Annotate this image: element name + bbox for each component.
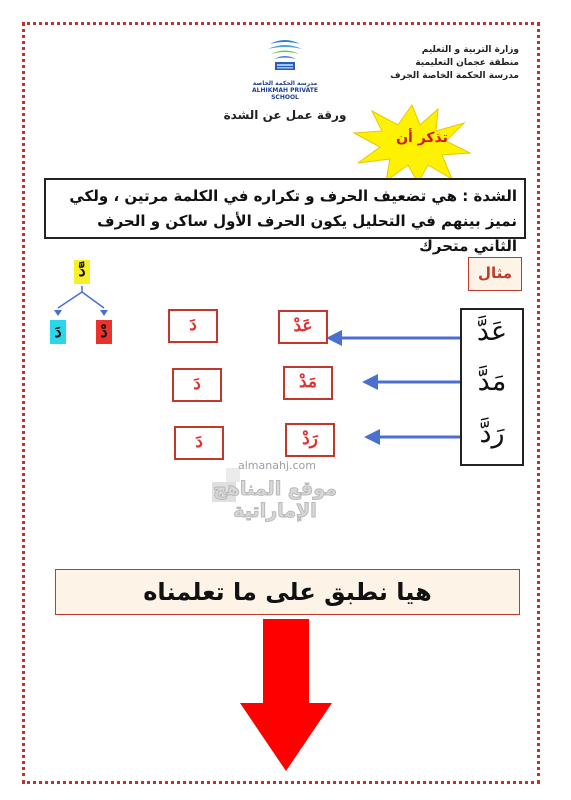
split-first-letter: مَدْ [283,366,333,400]
example-word: رَدَّ [479,418,505,449]
down-arrow-icon [236,615,336,775]
logo-caption [246,80,324,101]
tree-left-letter: دَ [54,322,62,341]
header-line-ministry: وزارة التربية و التعليم [421,45,519,55]
logo-caption-arabic: مدرسة الحكمة الخاصة [252,80,318,87]
arrow-head [362,374,378,390]
split-arrows [318,320,462,450]
example-words-box [460,308,524,466]
ministry-header [390,44,519,83]
tree-branches [58,286,104,308]
example-word: مَدَّ [477,366,507,397]
watermark-text: موقع المناهج الإماراتية [213,478,337,522]
reminder-badge-text: تذكر أن [396,130,448,146]
tree-top-letter: دَّ [78,261,86,280]
logo-caption-english: ALHIKMAH PRIVATE SCHOOL [252,87,318,101]
tree-right-letter: دْ [100,322,108,341]
split-second-letter: دَ [174,426,224,460]
definition-box: الشدة : هي تضعيف الحرف و تكراره في الكلمة مرتين ، ولكي نميز بينهم في التحليل يكون الحرف الأول ساكن و الحرف الثاني متحرك [44,178,526,239]
split-second-letter: دَ [172,368,222,402]
arrow-head [364,429,380,445]
school-logo [262,38,308,82]
apply-prompt: هيا نطبق على ما تعلمناه [55,569,520,615]
watermark-url: almanahj.com [238,459,316,472]
example-label: مثال [468,257,522,291]
example-word: عَدَّ [476,316,508,347]
split-first-letter: رَدْ [285,423,335,457]
header-line-region: منطقة عجمان التعليمية [415,58,519,68]
split-first-letter: عَدْ [278,310,328,344]
worksheet-title: ورقة عمل عن الشدة [223,108,347,122]
header-line-school: مدرسة الحكمة الخاصة الجرف [390,71,519,81]
split-second-letter: دَ [168,309,218,343]
arrow-head [326,330,342,346]
